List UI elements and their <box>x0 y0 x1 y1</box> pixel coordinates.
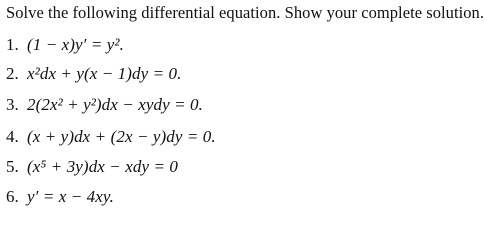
problem-item-6 <box>6 187 114 207</box>
problem-item-3 <box>6 95 203 115</box>
problem-item-4 <box>6 127 216 147</box>
problem-equation-1: (1 − x)y′ = y². <box>27 35 124 54</box>
problem-number-5: 5. <box>6 157 19 176</box>
problem-equation-5: (x⁵ + 3y)dx − xdy = 0 <box>27 157 178 176</box>
problem-item-1 <box>6 35 124 55</box>
problem-equation-4: (x + y)dx + (2x − y)dy = 0. <box>27 127 216 146</box>
problem-equation-2: x²dx + y(x − 1)dy = 0. <box>27 64 182 83</box>
problem-number-2: 2. <box>6 64 19 83</box>
problem-number-3: 3. <box>6 95 19 114</box>
problem-item-5 <box>6 157 178 177</box>
problem-number-4: 4. <box>6 127 19 146</box>
problem-number-1: 1. <box>6 35 19 54</box>
problem-equation-6: y′ = x − 4xy. <box>27 187 114 206</box>
instruction-text: Solve the following differential equation. Show your complete solution. <box>6 3 484 22</box>
problem-equation-3: 2(2x² + y²)dx − xydy = 0. <box>27 95 203 114</box>
problem-item-2 <box>6 64 182 84</box>
problem-number-6: 6. <box>6 187 19 206</box>
